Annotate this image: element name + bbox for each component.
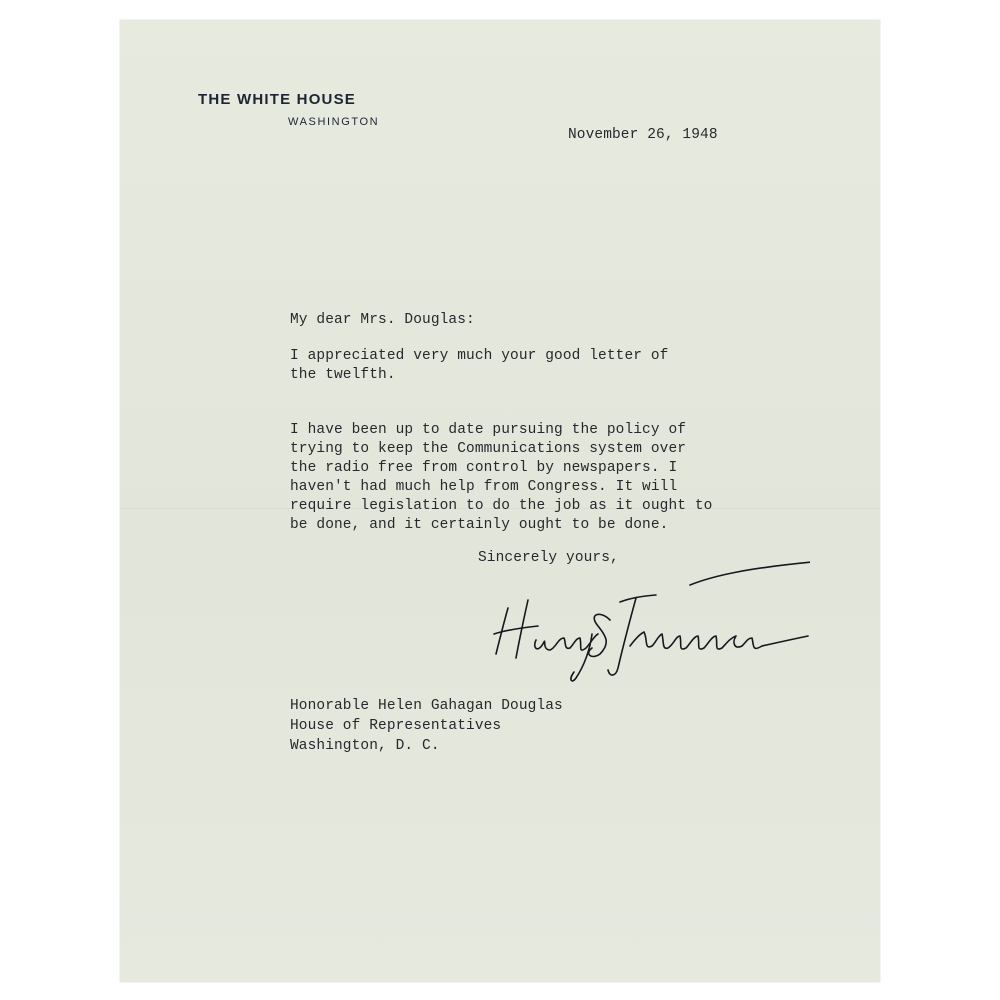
paragraph-1-line: I appreciated very much your good letter of xyxy=(290,348,669,364)
paragraph-1-line: the twelfth. xyxy=(290,367,396,383)
letter-page xyxy=(120,20,880,982)
paragraph-2-line: trying to keep the Communications system over xyxy=(290,441,687,457)
recipient-address xyxy=(290,696,563,756)
closing: Sincerely yours, xyxy=(478,550,619,566)
salutation: My dear Mrs. Douglas: xyxy=(290,312,475,328)
address-line: Honorable Helen Gahagan Douglas xyxy=(290,698,563,714)
handwritten-signature xyxy=(480,550,810,690)
address-line: Washington, D. C. xyxy=(290,738,440,754)
paragraph-2-line: haven't had much help from Congress. It will xyxy=(290,479,678,495)
letterhead-city: WASHINGTON xyxy=(288,116,380,128)
paragraph-2-line: I have been up to date pursuing the policy of xyxy=(290,422,687,438)
paragraph-1 xyxy=(290,347,668,385)
paragraph-2 xyxy=(290,421,712,535)
paragraph-2-line: the radio free from control by newspapers. I xyxy=(290,460,678,476)
letterhead-title: THE WHITE HOUSE xyxy=(198,91,357,108)
paragraph-2-line: require legislation to do the job as it ought to xyxy=(290,498,713,514)
address-line: House of Representatives xyxy=(290,718,502,734)
paragraph-2-line: be done, and it certainly ought to be done. xyxy=(290,517,669,533)
letter-date: November 26, 1948 xyxy=(568,127,718,143)
